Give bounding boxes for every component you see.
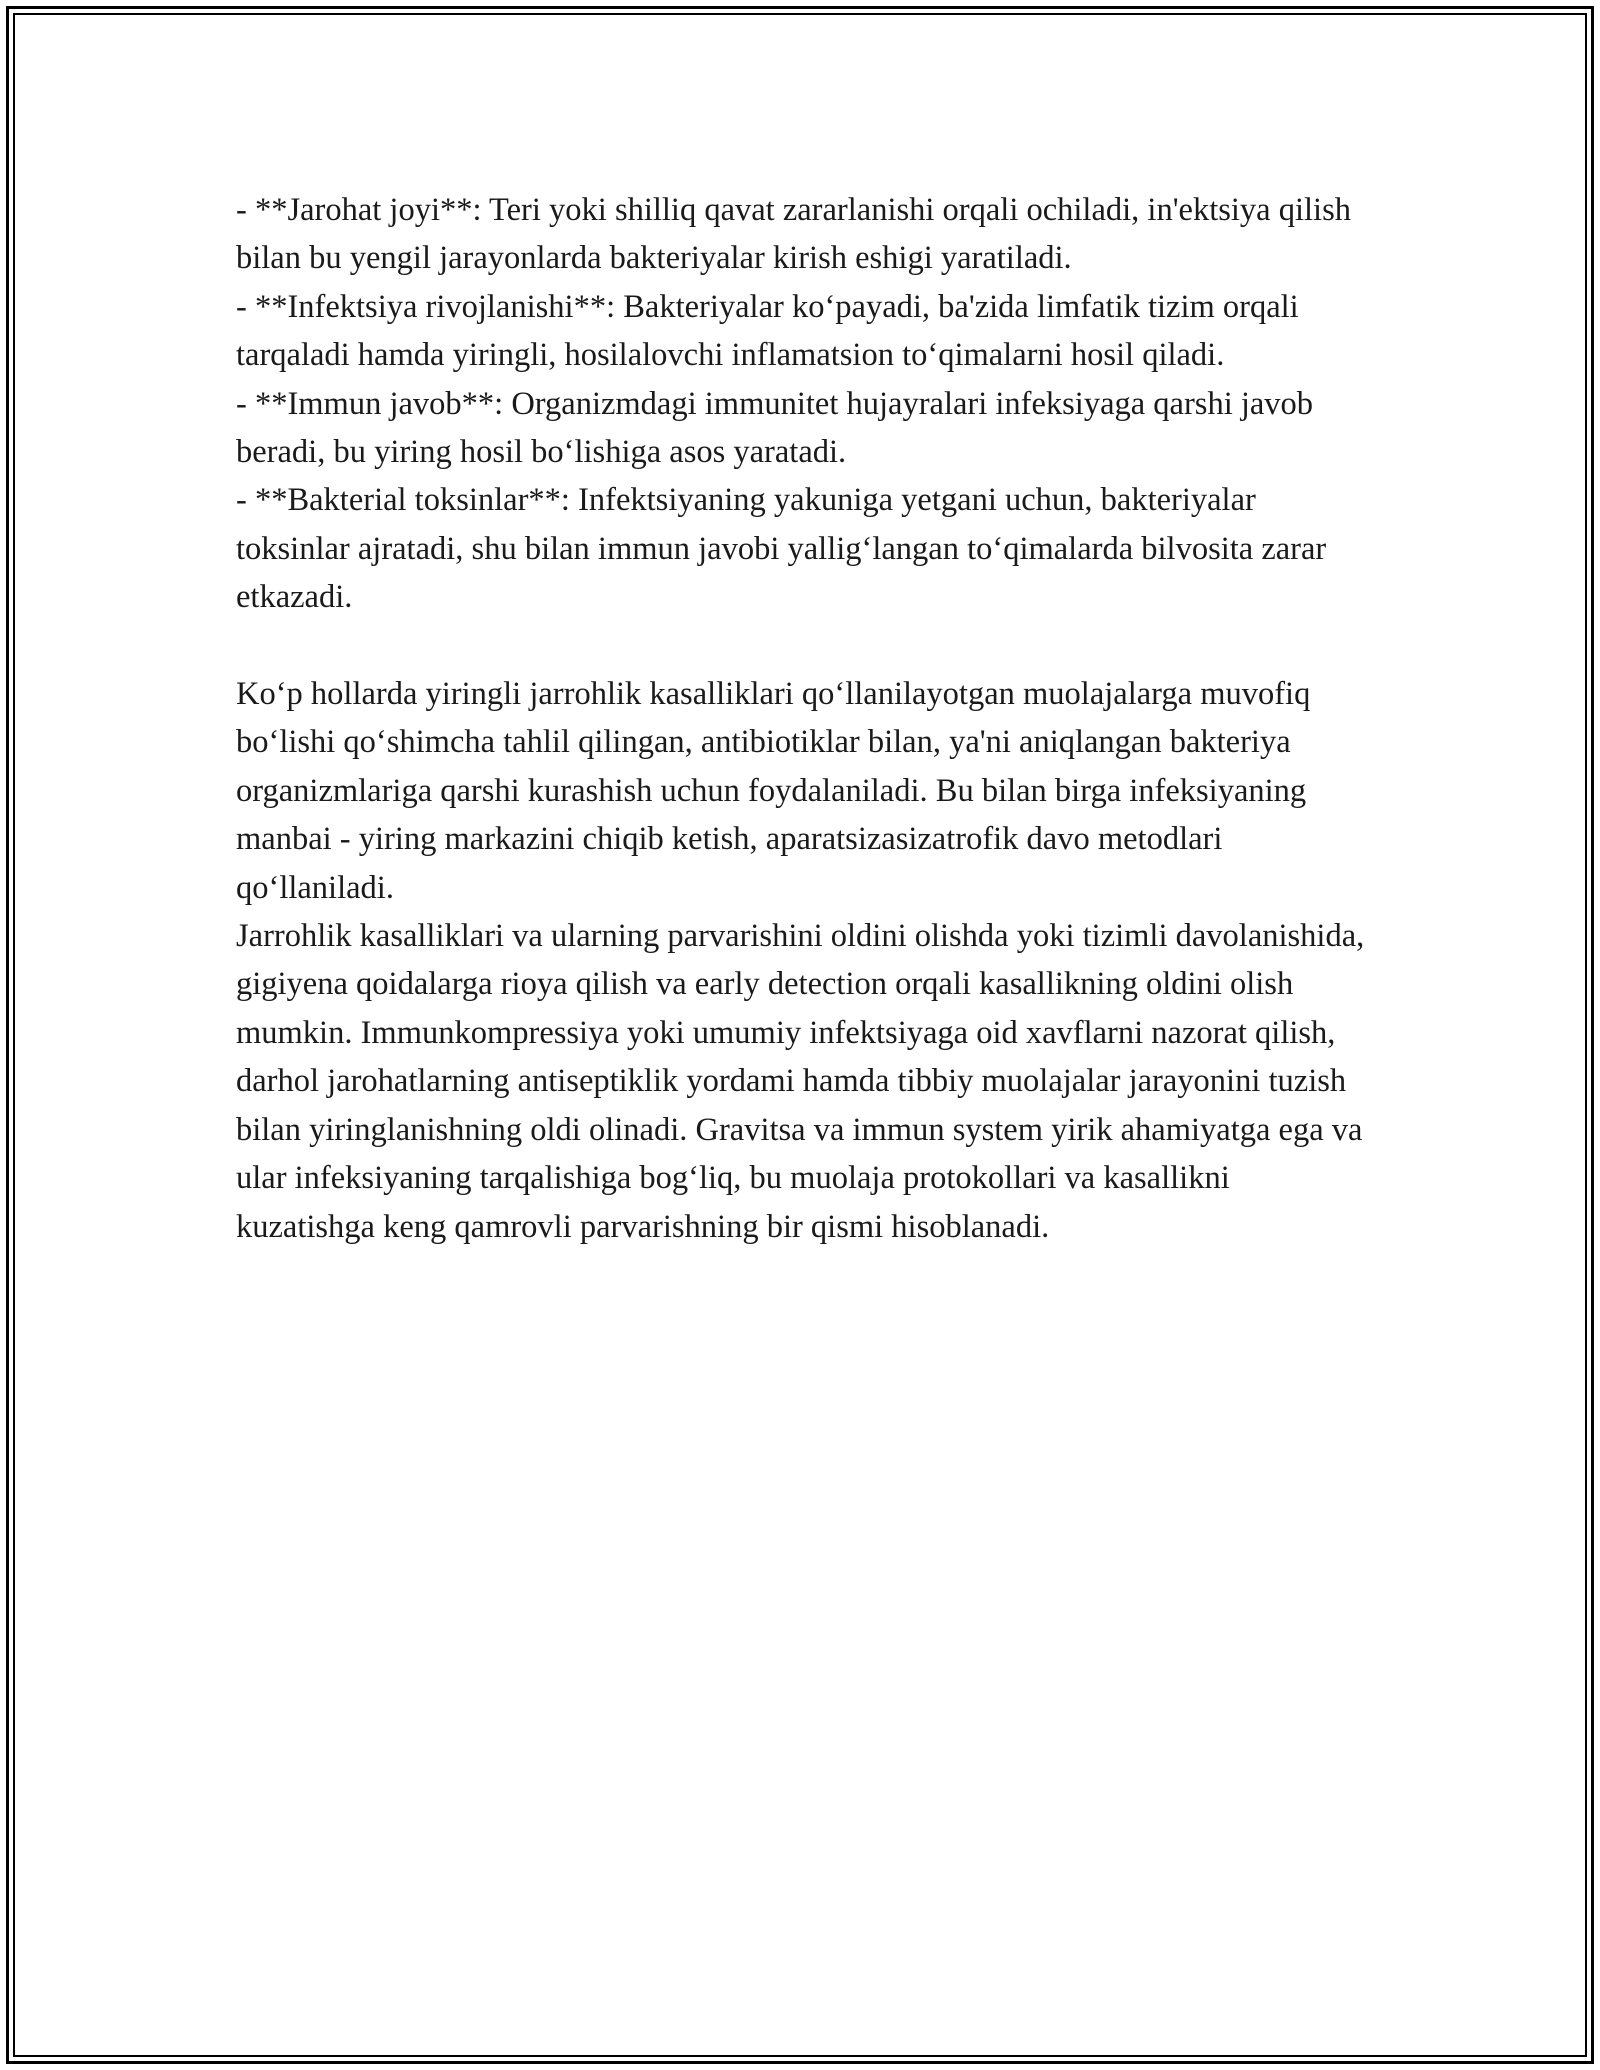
bullet-item-immun-javob: - **Immun javob**: Organizmdagi immunitet hujayralari infeksiyaga qarshi javob beradi, bu yiring hosil bo‘lishiga asos yaratadi. bbox=[236, 385, 1314, 471]
paragraph-treatment: Ko‘p hollarda yiringli jarrohlik kasalliklari qo‘llanilayotgan muolajalarga muvofiq bo‘lishi qo‘shimcha tahlil qilingan, antibiotiklar bilan, ya'ni aniqlangan bakteriya organizmlariga qarshi kurashish uchun foydalaniladi. Bu bilan birga infeksiyaning manbai - yiring markazini chiqib ketish, aparatsizasizatrofik davo metodlari qo‘llaniladi. bbox=[236, 676, 1311, 906]
bullet-item-infektsiya-rivojlanishi: - **Infektsiya rivojlanishi**: Bakteriyalar ko‘payadi, ba'zida limfatik tizim orqali tarqaladi hamda yiringli, hosilalovchi inflamatsion to‘qimalarni hosil qiladi. bbox=[236, 288, 1299, 374]
bullet-item-jarohat-joyi: - **Jarohat joyi**: Teri yoki shilliq qavat zararlanishi orqali ochiladi, in'ektsiya qilish bilan bu yengil jarayonlarda bakteriyalar kirish eshigi yaratiladi. bbox=[236, 192, 1351, 277]
bullet-item-bakterial-toksinlar: - **Bakterial toksinlar**: Infektsiyaning yakuniga yetgani uchun, bakteriyalar toksinlar ajratadi, shu bilan immun javobi yallig‘langan to‘qimalarda bilvosita zarar etkazadi. bbox=[236, 482, 1327, 616]
document-body bbox=[236, 186, 1366, 1251]
bullet-list bbox=[236, 186, 1366, 622]
paragraph-prevention: Jarrohlik kasalliklari va ularning parvarishini oldini olishda yoki tizimli davolanishida, gigiyena qoidalarga rioya qilish va early detection orqali kasallikning oldini olish mumkin. Immunkompressiya yoki umumiy infektsiyaga oid xavflarni nazorat qilish, darhol jarohatlarning antiseptiklik yordami hamda tibbiy muolajalar jarayonini tuzish bilan yiringlanishning oldi olinadi. Gravitsa va immun system yirik ahamiyatga ega va ular infeksiyaning tarqalishiga bog‘liq, bu muolaja protokollari va kasallikni kuzatishga keng qamrovli parvarishning bir qismi hisoblanadi. bbox=[236, 918, 1365, 1245]
